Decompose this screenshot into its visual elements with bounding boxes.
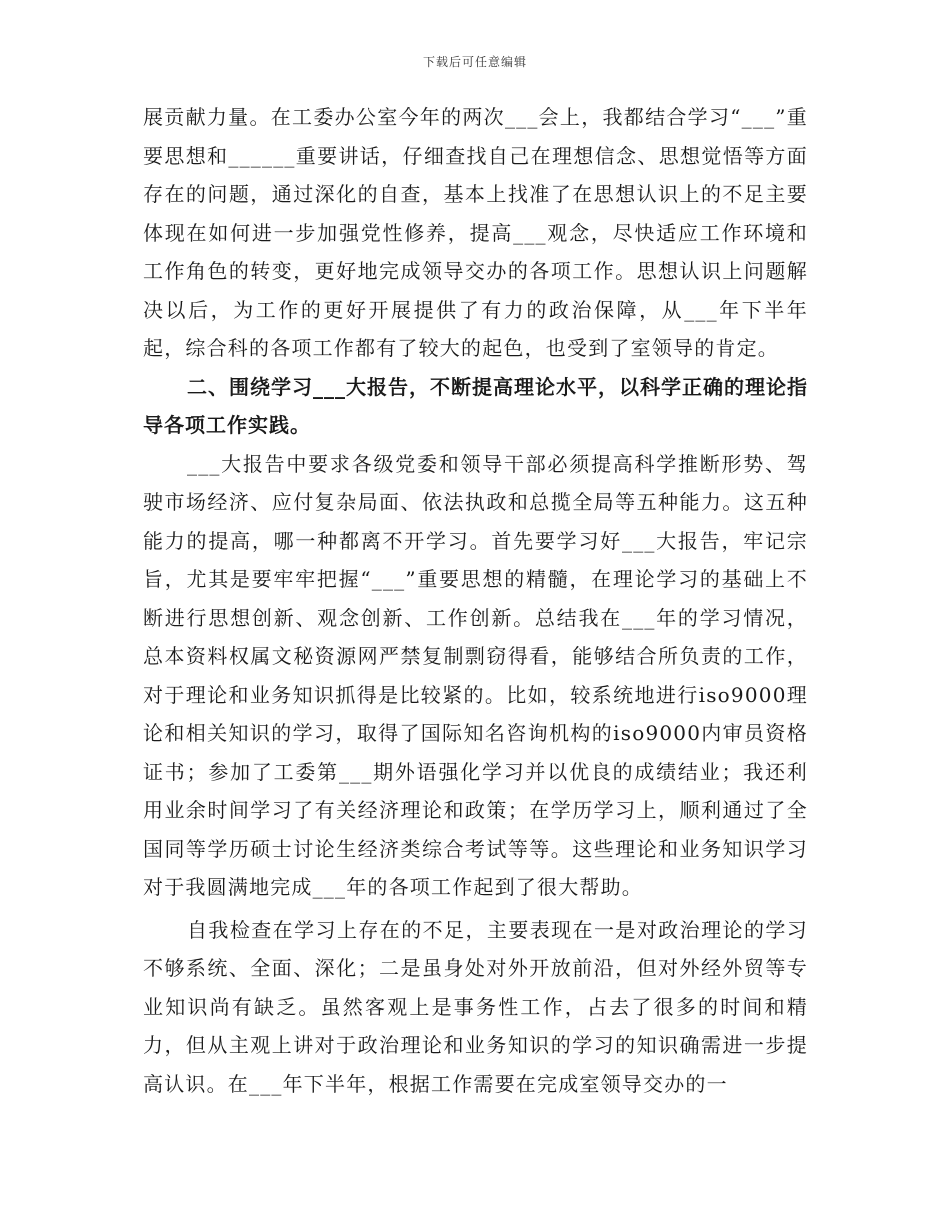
page-header: 下载后可任意编辑 bbox=[422, 55, 527, 69]
paragraph-self-check: 自我检查在学习上存在的不足，主要表现在一是对政治理论的学习不够系统、全面、深化；二是虽身处对外开放前沿，但对外经外贸等专业知识尚有缺乏。虽然客观上是事务性工作，占去了很多的时间和精力，但从主观上讲对于政治理论和业务知识的学习的知识确需进一步提高认识。在___年下半年，根据工作需要在完成室领导交办的一 bbox=[143, 917, 808, 1096]
paragraph-report-study: ___大报告中要求各级党委和领导干部必须提高科学推断形势、驾驶市场经济、应付复杂局面、依法执政和总揽全局等五种能力。这五种能力的提高，哪一种都离不开学习。首先要学习好___大报告，牢记宗旨，尤其是要牢牢把握“___”重要思想的精髓，在理论学习的基础上不断进行思想创新、观念创新、工作创新。总结我在___年的学习情况，总本资料权属文秘资源网严禁复制剽窃得看，能够结合所负责的工作，对于理论和业务知识抓得是比较紧的。比如，较系统地进行iso9000理论和相关知识的学习，取得了国际知名咨询机构的iso9000内审员资格证书；参加了工委第___期外语强化学习并以优良的成绩结业；我还利用业余时间学习了有关经济理论和政策；在学历学习上，顺利通过了全国同等学历硕士讨论生经济类综合考试等等。这些理论和业务知识学习对于我圆满地完成___年的各项工作起到了很大帮助。 bbox=[143, 451, 808, 899]
paragraph-continuation: 展贡献力量。在工委办公室今年的两次___会上，我都结合学习“___”重要思想和______重要讲话，仔细查找自己在理想信念、思想觉悟等方面存在的问题，通过深化的自查，基本上找准了在思想认识上的不足主要体现在如何进一步加强党性修养，提高___观念，尽快适应工作环境和工作角色的转变，更好地完成领导交办的各项工作。思想认识上问题解决以后，为工作的更好开展提供了有力的政治保障，从___年下半年起，综合科的各项工作都有了较大的起色，也受到了室领导的肯定。 bbox=[143, 105, 808, 360]
section-heading: 二、围绕学习___大报告，不断提高理论水平，以科学正确的理论指导各项工作实践。 bbox=[143, 374, 808, 437]
document-body bbox=[143, 98, 808, 1103]
